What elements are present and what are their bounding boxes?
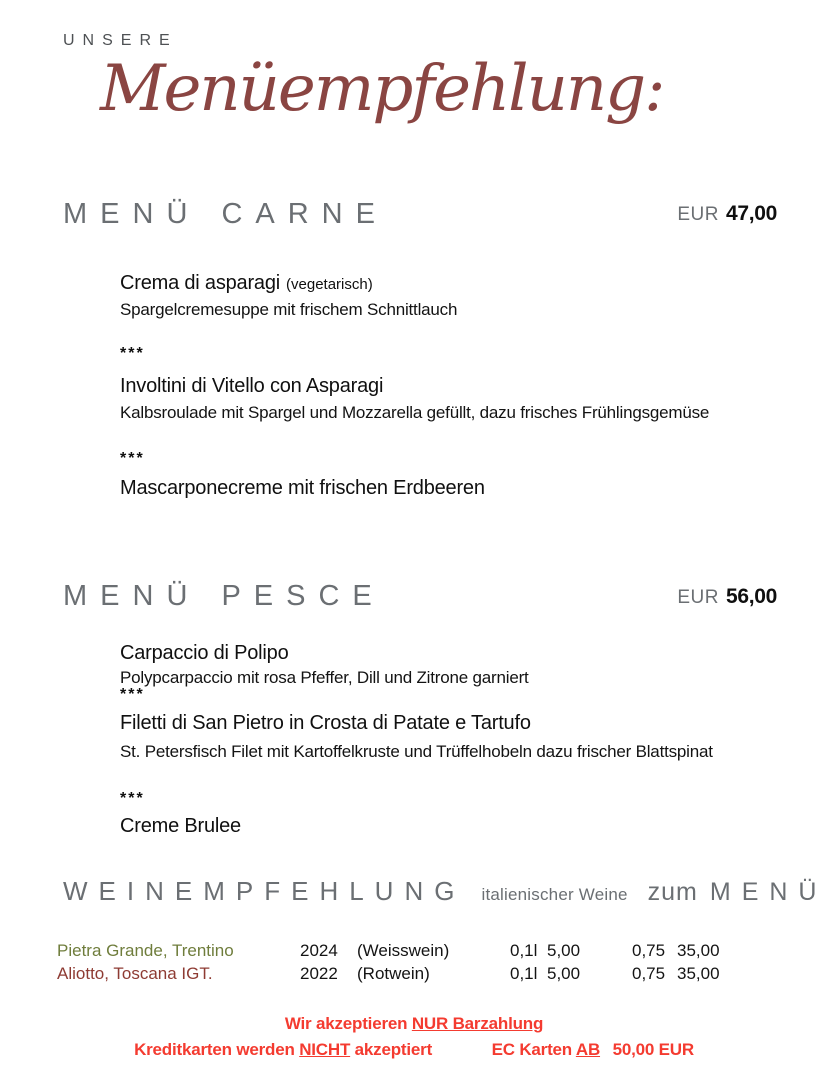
kicker-unsere: UNSERE [63,32,178,49]
price-carne-currency: EUR [677,204,719,225]
wine-glass-size: 0,1l [510,964,538,983]
wine-name: Pietra Grande, Trentino [57,941,234,960]
course-separator: *** [120,790,145,807]
course-separator: *** [120,450,145,467]
wine-bottle-size: 0,75 [632,964,666,983]
underlined-nicht: NICHT [299,1040,351,1059]
pesce-course-2-desc: St. Petersfisch Filet mit Kartoffelkruste und Trüffelhobeln dazu frischer Blattspinat [120,742,713,761]
wine-name: Aliotto, Toscana IGT. [57,964,213,983]
page-title: Menüempfehlung: [100,52,664,126]
course-separator: *** [120,345,145,362]
payment-notice-line2: Kreditkarten werden NICHT akzeptiert EC Karten AB 50,00 EUR [134,1040,694,1059]
carne-course-2-desc: Kalbsroulade mit Spargel und Mozzarella gefüllt, dazu frisches Frühlingsgemüse [120,403,710,422]
carne-course-3-title: Mascarponecreme mit frischen Erdbeeren [120,477,485,499]
wine-bottle-size: 0,75 [632,941,666,960]
ec-karten-label: EC Karten [491,1040,572,1059]
wine-glass-price: 5,00 [547,941,581,960]
carne-course-1-desc: Spargelcremesuppe mit frischem Schnittlauch [120,300,458,319]
section-heading-pesce: MENÜ PESCE [63,580,385,612]
price-pesce-value: 56,00 [725,585,777,608]
price-pesce-currency: EUR [677,587,719,608]
carne-course-2-title: Involtini di Vitello con Asparagi [120,375,384,397]
wine-bottle-price: 35,00 [677,964,720,983]
wine-glass-size: 0,1l [510,941,538,960]
course-separator: *** [120,686,145,703]
wine-row-1 [0,941,828,964]
wine-glass-price: 5,00 [547,964,581,983]
wine-row-2 [0,964,828,987]
pesce-course-2-title: Filetti di San Pietro in Crosta di Patate e Tartufo [120,712,531,734]
payment-notice [0,1014,828,1060]
wine-year: 2022 [300,964,338,983]
price-carne-value: 47,00 [725,202,777,225]
wine-type: (Rotwein) [357,964,430,983]
payment-notice-line1: Wir akzeptieren NUR Barzahlung [284,1014,544,1033]
wine-heading-menu: MENÜ [709,878,828,906]
pesce-course-3-title: Creme Brulee [120,815,241,837]
underlined-nur-barzahlung: NUR Barzahlung [411,1014,544,1033]
pesce-course-1-desc: Polypcarpaccio mit rosa Pfeffer, Dill und Zitrone garniert [120,668,529,687]
section-heading-carne: MENÜ CARNE [63,198,388,230]
wine-type: (Weisswein) [357,941,450,960]
price-carne [677,202,777,226]
ec-karten-amount: 50,00 EUR [612,1040,694,1059]
carne-course-1-title: Crema di asparagi (vegetarisch) [120,272,373,294]
wine-heading-sub: italienischer Weine [481,885,628,904]
underlined-ab: AB [575,1040,601,1059]
wine-heading-main: WEINEMPFEHLUNG [63,876,466,906]
carne-course-1-note: (vegetarisch) [286,276,373,293]
wine-heading-zum: zum [647,878,698,906]
price-pesce [677,585,777,609]
pesce-course-1-title: Carpaccio di Polipo [120,642,289,664]
wine-year: 2024 [300,941,338,960]
wine-heading [63,876,827,907]
wine-bottle-price: 35,00 [677,941,720,960]
